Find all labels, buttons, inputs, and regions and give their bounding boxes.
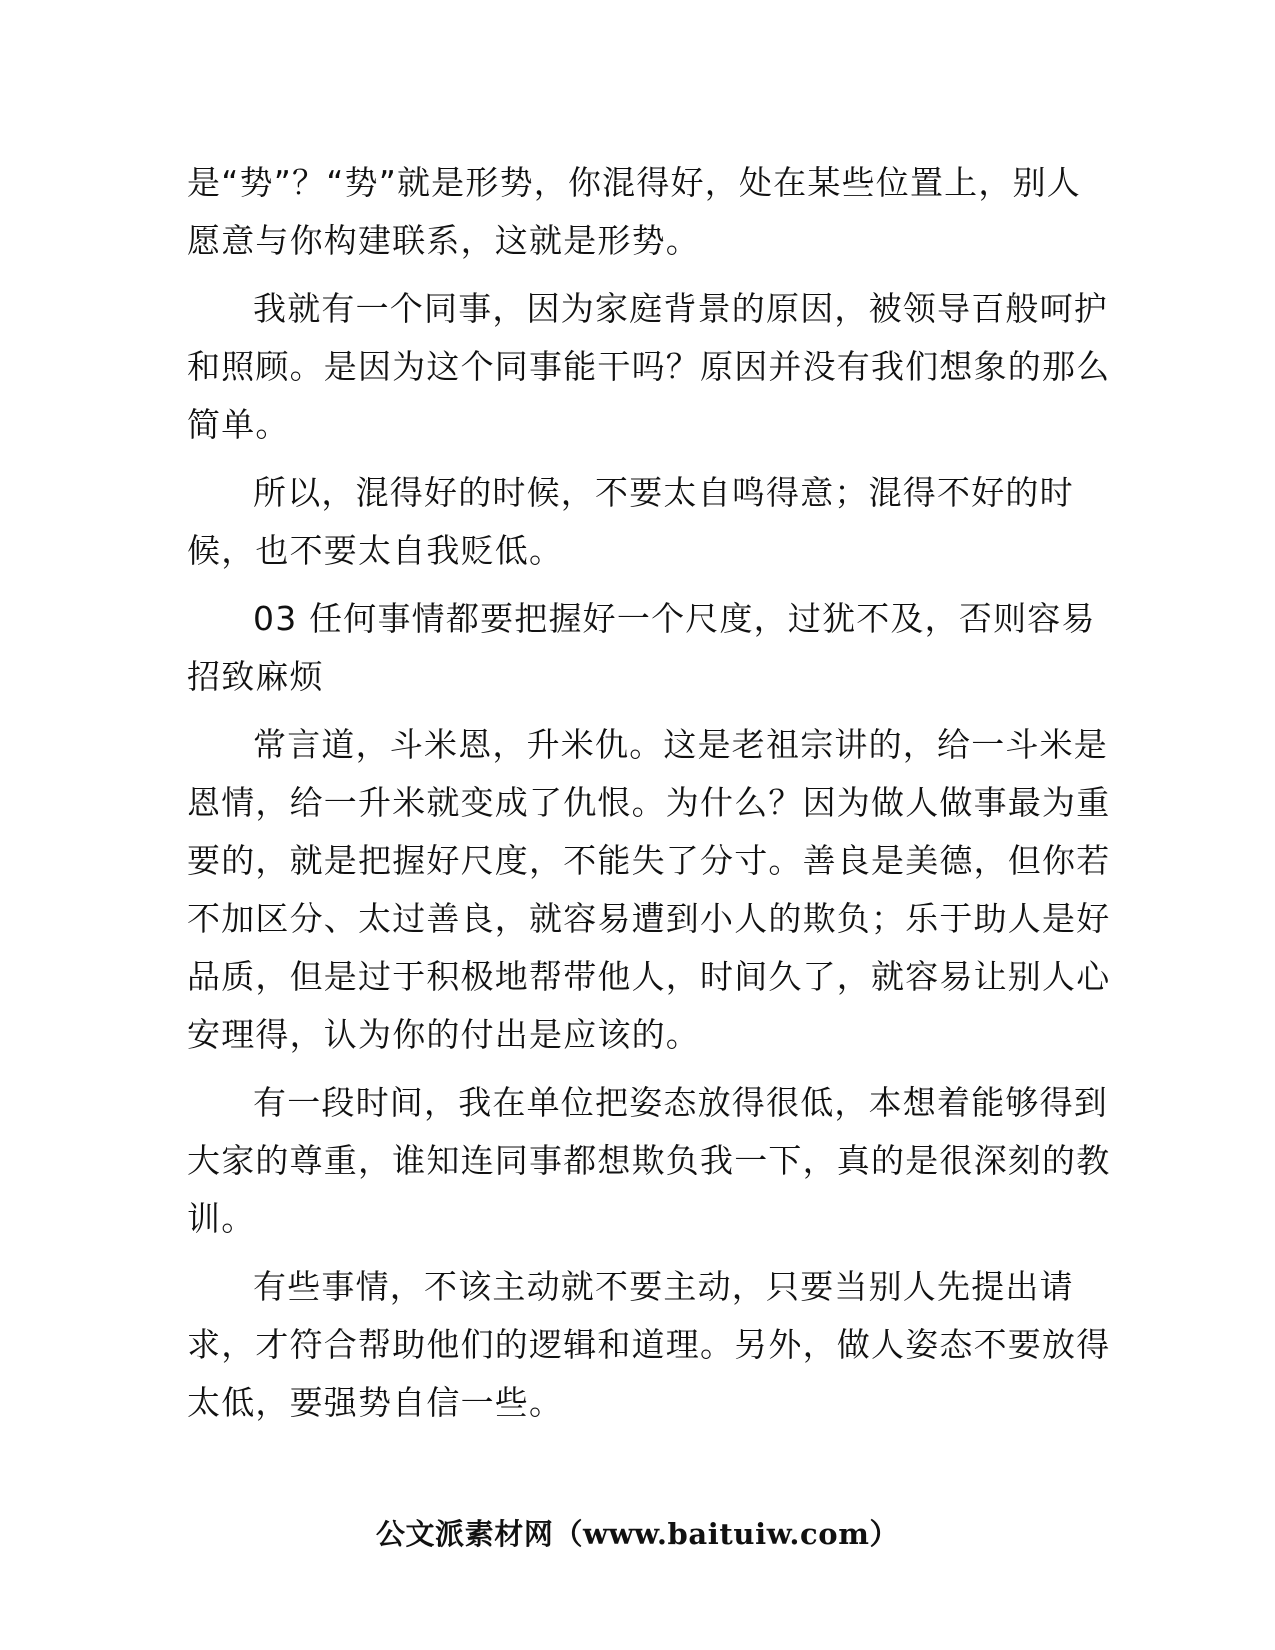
text-line: 我就有一个同事，因为家庭背景的原因，被领导百般呵护 <box>253 289 1108 328</box>
section-heading-03 <box>187 590 1096 706</box>
paragraph-7 <box>187 1258 1111 1432</box>
text-line: 招致麻烦 <box>187 657 324 696</box>
paragraph-1 <box>187 154 1087 270</box>
text-line: 所以，混得好的时候，不要太自鸣得意；混得不好的时 <box>253 473 1074 512</box>
text-line: 候，也不要太自我贬低。 <box>187 531 564 570</box>
text-line: 03 任何事情都要把握好一个尺度，过犹不及，否则容易 <box>253 599 1096 638</box>
paragraph-3 <box>187 464 1087 580</box>
text-line: 安理得，认为你的付出是应该的。 <box>187 1015 700 1054</box>
text-line: 求，才符合帮助他们的逻辑和道理。另外，做人姿态不要放得 <box>187 1325 1111 1364</box>
text-line: 大家的尊重，谁知连同事都想欺负我一下，真的是很深刻的教 <box>187 1141 1111 1180</box>
text-line: 训。 <box>187 1199 256 1238</box>
text-line: 太低，要强势自信一些。 <box>187 1383 564 1422</box>
paragraph-2 <box>187 280 1111 454</box>
text-line: 有些事情，不该主动就不要主动，只要当别人先提出请 <box>253 1267 1074 1306</box>
text-line: 恩情，给一升米就变成了仇恨。为什么？因为做人做事最为重 <box>187 783 1111 822</box>
text-line: 常言道，斗米恩，升米仇。这是老祖宗讲的，给一斗米是 <box>253 725 1108 764</box>
paragraph-5 <box>187 716 1111 1064</box>
text-line: 有一段时间，我在单位把姿态放得很低，本想着能够得到 <box>253 1083 1108 1122</box>
paragraph-6 <box>187 1074 1111 1248</box>
text-line: 不加区分、太过善良，就容易遭到小人的欺负；乐于助人是好 <box>187 899 1111 938</box>
text-line: 愿意与你构建联系，这就是形势。 <box>187 221 700 260</box>
page-footer-source: 公文派素材网（www.baituiw.com） <box>375 1517 900 1551</box>
document-body <box>187 154 1111 1432</box>
text-line: 是“势”？“势”就是形势，你混得好，处在某些位置上，别人 <box>187 163 1081 202</box>
text-line: 简单。 <box>187 405 290 444</box>
text-line: 要的，就是把握好尺度，不能失了分寸。善良是美德，但你若 <box>187 841 1111 880</box>
text-line: 和照顾。是因为这个同事能干吗？原因并没有我们想象的那么 <box>187 347 1111 386</box>
text-line: 品质，但是过于积极地帮带他人，时间久了，就容易让别人心 <box>187 957 1111 996</box>
